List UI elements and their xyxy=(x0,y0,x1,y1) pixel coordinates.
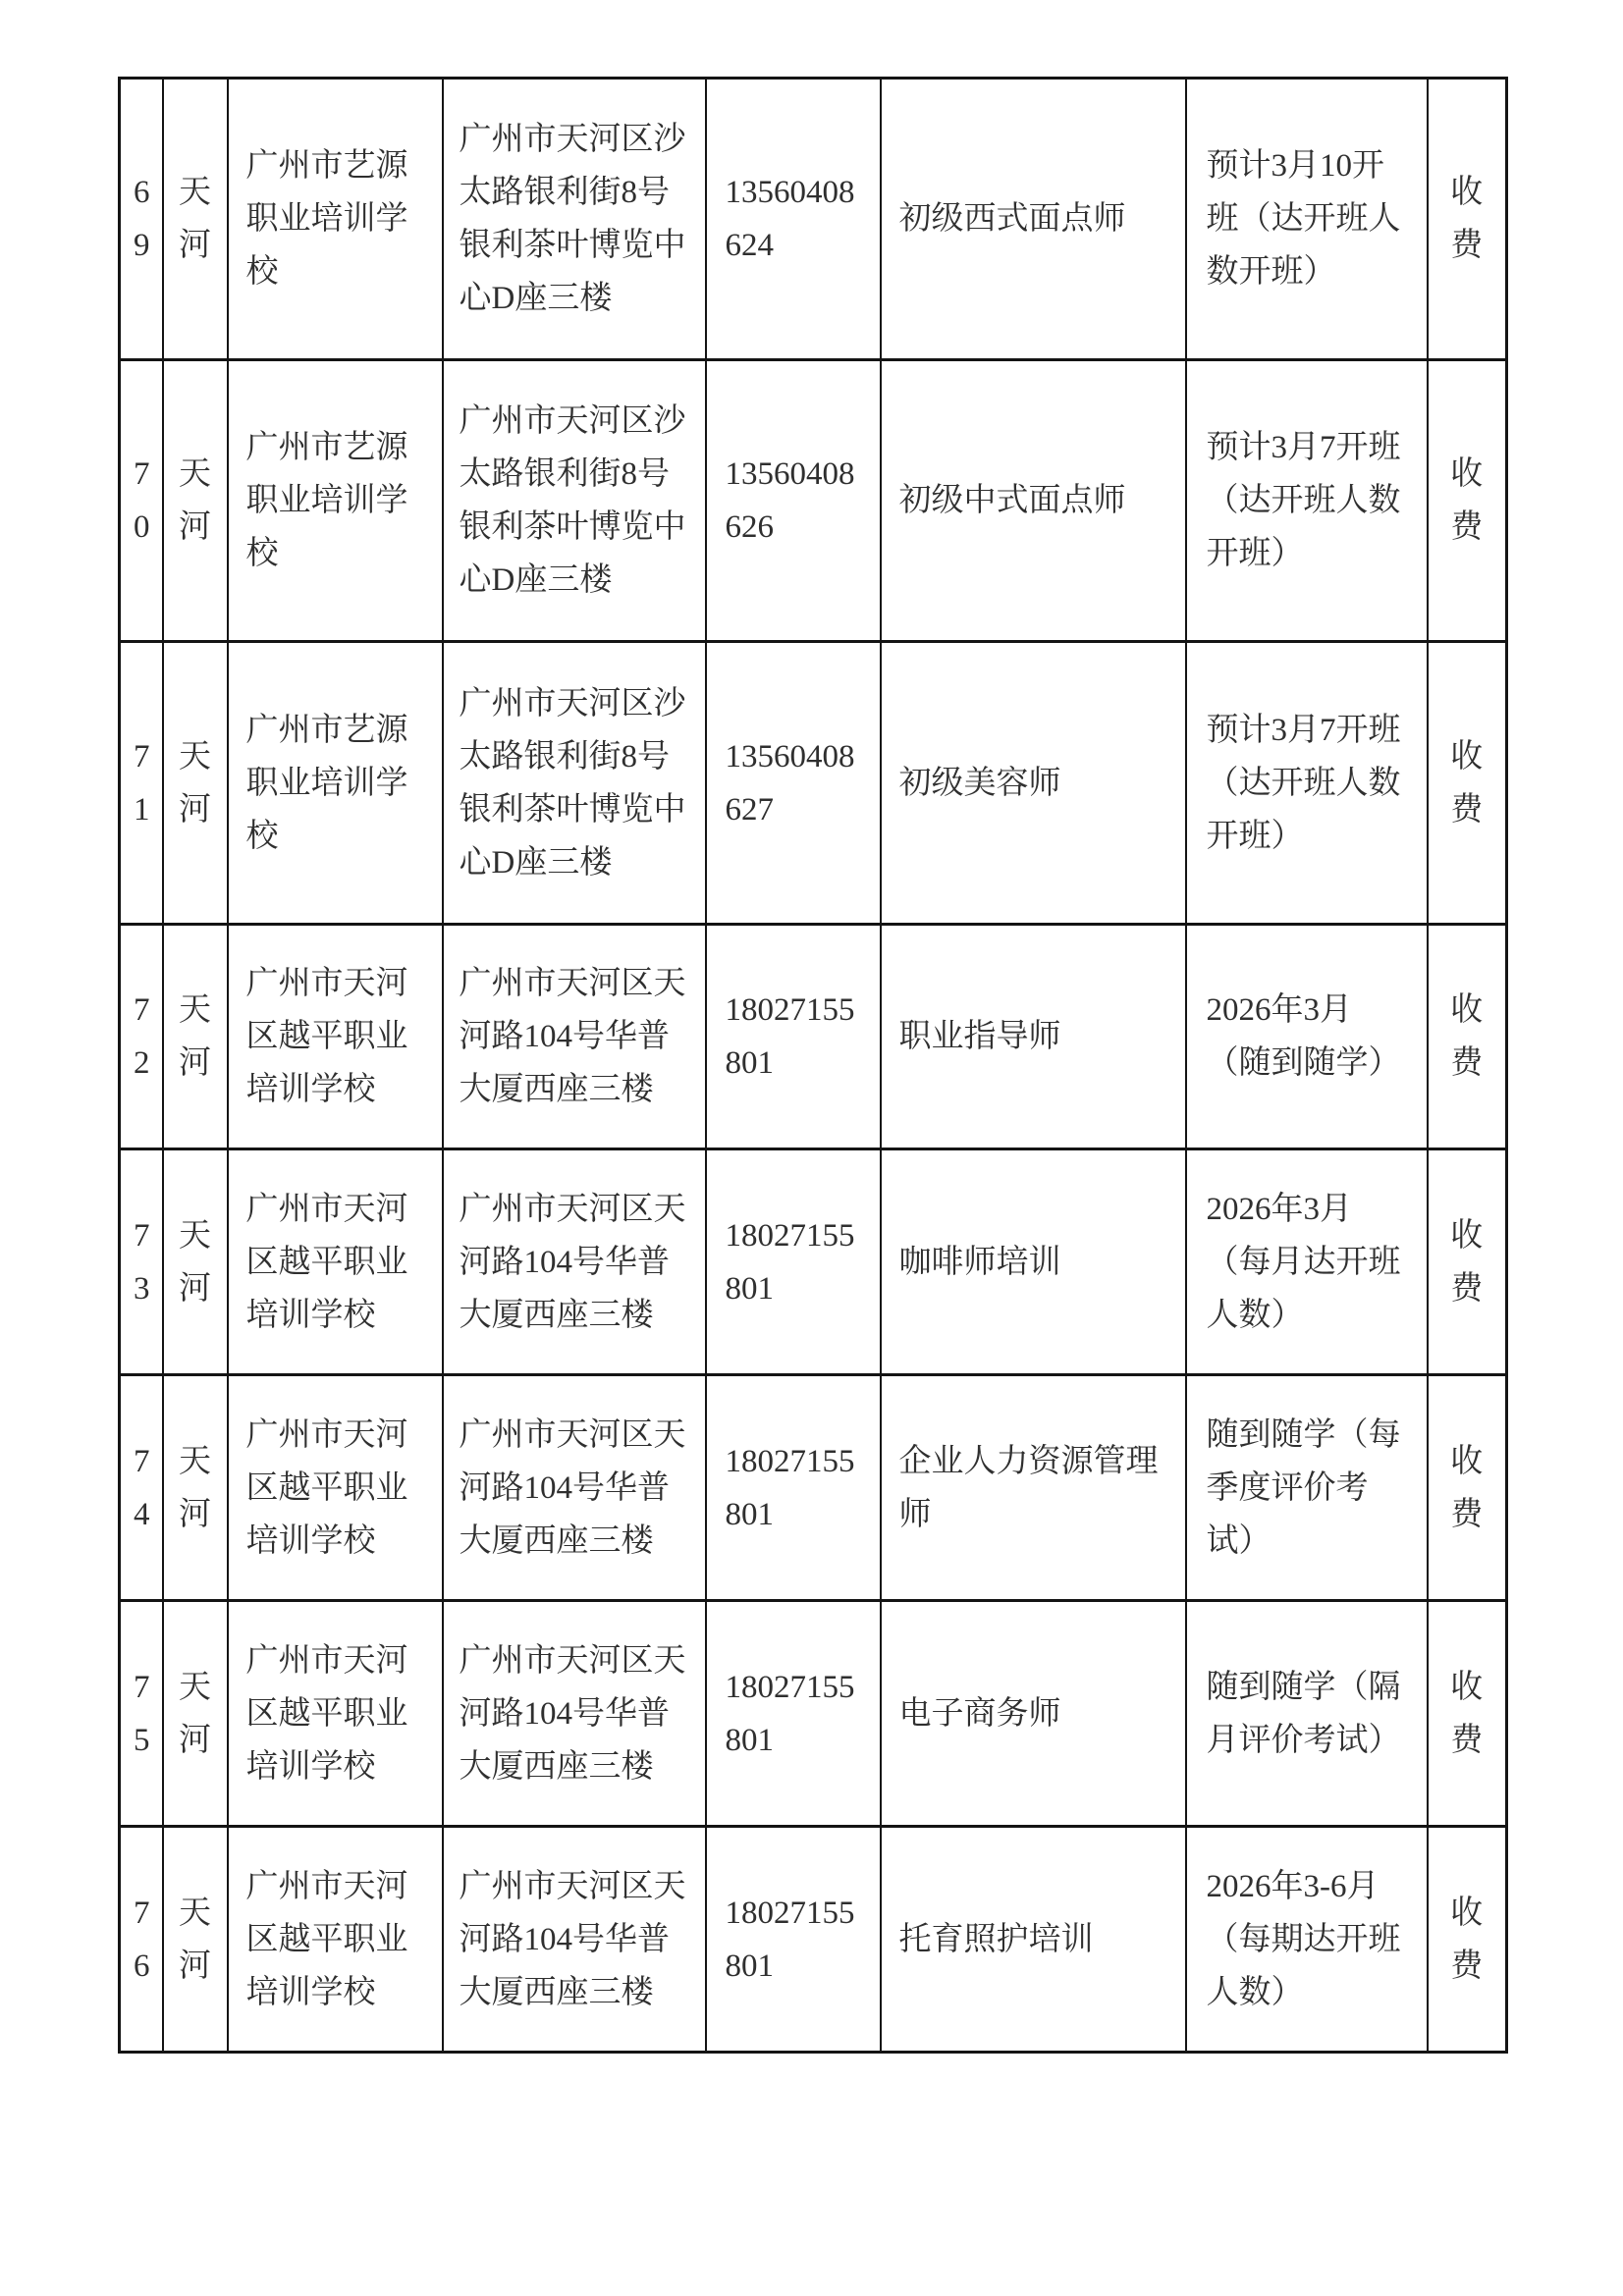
course-text: 企业人力资源管理师 xyxy=(898,1443,1159,1532)
district-text: 天河 xyxy=(179,1443,211,1532)
school-name-text: 广州市天河区越平职业培训学校 xyxy=(245,966,408,1107)
row-number-text: 70 xyxy=(134,456,150,545)
row-number-text: 73 xyxy=(134,1217,150,1307)
district-text: 天河 xyxy=(179,992,211,1081)
cell-course xyxy=(881,1827,1186,2053)
school-name-text: 广州市天河区越平职业培训学校 xyxy=(245,1416,408,1559)
schedule-text: 预计3月7开班（达开班人数开班） xyxy=(1206,430,1401,571)
schedule-text: 2026年3-6月（每期达开班人数） xyxy=(1206,1868,1401,2010)
district-text: 天河 xyxy=(179,738,211,828)
table-row xyxy=(120,79,1507,360)
address-text: 广州市天河区沙太路银利街8号银利茶叶博览中心D座三楼 xyxy=(459,403,686,598)
row-number-text: 71 xyxy=(134,738,150,828)
row-number-text: 75 xyxy=(134,1669,150,1758)
cell-course xyxy=(881,1149,1186,1375)
phone-text: 18027155801 xyxy=(725,992,855,1081)
fee-status-text: 收费 xyxy=(1450,1895,1484,1984)
cell-district xyxy=(163,1601,228,1827)
cell-district xyxy=(163,79,228,360)
cell-address xyxy=(443,1601,706,1827)
district-text: 天河 xyxy=(179,1669,211,1758)
cell-district xyxy=(163,925,228,1149)
fee-status-text: 收费 xyxy=(1450,992,1484,1081)
phone-text: 13560408627 xyxy=(725,738,855,828)
cell-schedule xyxy=(1186,1375,1428,1601)
cell-address xyxy=(443,642,706,925)
course-text: 咖啡师培训 xyxy=(898,1244,1061,1280)
cell-phone xyxy=(706,1375,881,1601)
cell-course xyxy=(881,1601,1186,1827)
course-text: 初级中式面点师 xyxy=(898,483,1126,518)
table-row xyxy=(120,925,1507,1149)
cell-row-number xyxy=(120,1601,163,1827)
cell-phone xyxy=(706,79,881,360)
cell-school-name xyxy=(228,79,443,360)
cell-fee-status xyxy=(1428,925,1507,1149)
row-number-text: 74 xyxy=(134,1443,150,1532)
cell-course xyxy=(881,79,1186,360)
cell-schedule xyxy=(1186,1601,1428,1827)
table-row xyxy=(120,1601,1507,1827)
fee-status-text: 收费 xyxy=(1450,1669,1484,1758)
address-text: 广州市天河区天河路104号华普大厦西座三楼 xyxy=(459,966,686,1107)
cell-schedule xyxy=(1186,642,1428,925)
row-number-text: 76 xyxy=(134,1895,150,1984)
schedule-text: 随到随学（每季度评价考试） xyxy=(1206,1416,1401,1559)
fee-status-text: 收费 xyxy=(1450,738,1484,828)
cell-school-name xyxy=(228,1149,443,1375)
phone-text: 18027155801 xyxy=(725,1669,855,1758)
cell-phone xyxy=(706,1601,881,1827)
phone-text: 18027155801 xyxy=(725,1217,855,1307)
cell-schedule xyxy=(1186,1149,1428,1375)
cell-address xyxy=(443,79,706,360)
cell-row-number xyxy=(120,642,163,925)
cell-address xyxy=(443,1149,706,1375)
course-text: 托育照护培训 xyxy=(898,1921,1094,1957)
cell-fee-status xyxy=(1428,1601,1507,1827)
course-text: 初级西式面点师 xyxy=(898,201,1126,237)
schedule-text: 随到随学（隔月评价考试） xyxy=(1206,1669,1401,1758)
address-text: 广州市天河区天河路104号华普大厦西座三楼 xyxy=(459,1416,686,1559)
cell-fee-status xyxy=(1428,1149,1507,1375)
cell-row-number xyxy=(120,360,163,642)
cell-schedule xyxy=(1186,360,1428,642)
cell-course xyxy=(881,642,1186,925)
cell-phone xyxy=(706,642,881,925)
table-row xyxy=(120,1375,1507,1601)
training-course-table xyxy=(118,77,1508,2054)
cell-district xyxy=(163,1149,228,1375)
table-row xyxy=(120,1149,1507,1375)
cell-fee-status xyxy=(1428,1375,1507,1601)
cell-fee-status xyxy=(1428,1827,1507,2053)
school-name-text: 广州市天河区越平职业培训学校 xyxy=(245,1191,408,1333)
fee-status-text: 收费 xyxy=(1450,175,1484,263)
fee-status-text: 收费 xyxy=(1450,456,1484,545)
row-number-text: 72 xyxy=(134,992,150,1081)
course-text: 初级美容师 xyxy=(898,765,1061,801)
address-text: 广州市天河区沙太路银利街8号银利茶叶博览中心D座三楼 xyxy=(459,122,686,316)
district-text: 天河 xyxy=(179,1895,211,1984)
cell-phone xyxy=(706,360,881,642)
phone-text: 13560408624 xyxy=(725,175,855,263)
cell-school-name xyxy=(228,925,443,1149)
cell-school-name xyxy=(228,360,443,642)
table-row xyxy=(120,642,1507,925)
district-text: 天河 xyxy=(179,175,211,263)
row-number-text: 69 xyxy=(134,175,150,263)
cell-row-number xyxy=(120,1375,163,1601)
table-row xyxy=(120,1827,1507,2053)
school-name-text: 广州市天河区越平职业培训学校 xyxy=(245,1868,408,2010)
course-text: 职业指导师 xyxy=(898,1019,1061,1054)
cell-district xyxy=(163,642,228,925)
cell-fee-status xyxy=(1428,79,1507,360)
schedule-text: 预计3月10开班（达开班人数开班） xyxy=(1206,148,1401,290)
cell-address xyxy=(443,925,706,1149)
cell-fee-status xyxy=(1428,360,1507,642)
address-text: 广州市天河区天河路104号华普大厦西座三楼 xyxy=(459,1191,686,1333)
cell-school-name xyxy=(228,642,443,925)
schedule-text: 预计3月7开班（达开班人数开班） xyxy=(1206,712,1401,854)
cell-schedule xyxy=(1186,925,1428,1149)
fee-status-text: 收费 xyxy=(1450,1217,1484,1307)
cell-row-number xyxy=(120,1149,163,1375)
cell-fee-status xyxy=(1428,642,1507,925)
cell-course xyxy=(881,1375,1186,1601)
cell-course xyxy=(881,925,1186,1149)
school-name-text: 广州市艺源职业培训学校 xyxy=(245,430,408,571)
cell-district xyxy=(163,1827,228,2053)
fee-status-text: 收费 xyxy=(1450,1443,1484,1532)
address-text: 广州市天河区天河路104号华普大厦西座三楼 xyxy=(459,1642,686,1785)
phone-text: 18027155801 xyxy=(725,1895,855,1984)
course-text: 电子商务师 xyxy=(898,1695,1061,1732)
cell-address xyxy=(443,360,706,642)
cell-address xyxy=(443,1827,706,2053)
cell-phone xyxy=(706,925,881,1149)
address-text: 广州市天河区天河路104号华普大厦西座三楼 xyxy=(459,1868,686,2010)
district-text: 天河 xyxy=(179,1217,211,1307)
cell-course xyxy=(881,360,1186,642)
school-name-text: 广州市天河区越平职业培训学校 xyxy=(245,1642,408,1785)
address-text: 广州市天河区沙太路银利街8号银利茶叶博览中心D座三楼 xyxy=(459,685,686,881)
school-name-text: 广州市艺源职业培训学校 xyxy=(245,148,408,290)
cell-address xyxy=(443,1375,706,1601)
cell-row-number xyxy=(120,925,163,1149)
cell-school-name xyxy=(228,1375,443,1601)
cell-schedule xyxy=(1186,79,1428,360)
cell-school-name xyxy=(228,1601,443,1827)
school-name-text: 广州市艺源职业培训学校 xyxy=(245,712,408,854)
cell-phone xyxy=(706,1827,881,2053)
cell-schedule xyxy=(1186,1827,1428,2053)
schedule-text: 2026年3月（每月达开班人数） xyxy=(1206,1191,1401,1333)
schedule-text: 2026年3月（随到随学） xyxy=(1206,992,1401,1081)
table-row xyxy=(120,360,1507,642)
cell-row-number xyxy=(120,1827,163,2053)
cell-phone xyxy=(706,1149,881,1375)
cell-district xyxy=(163,360,228,642)
cell-district xyxy=(163,1375,228,1601)
phone-text: 18027155801 xyxy=(725,1443,855,1532)
cell-row-number xyxy=(120,79,163,360)
district-text: 天河 xyxy=(179,456,211,545)
cell-school-name xyxy=(228,1827,443,2053)
phone-text: 13560408626 xyxy=(725,456,855,545)
